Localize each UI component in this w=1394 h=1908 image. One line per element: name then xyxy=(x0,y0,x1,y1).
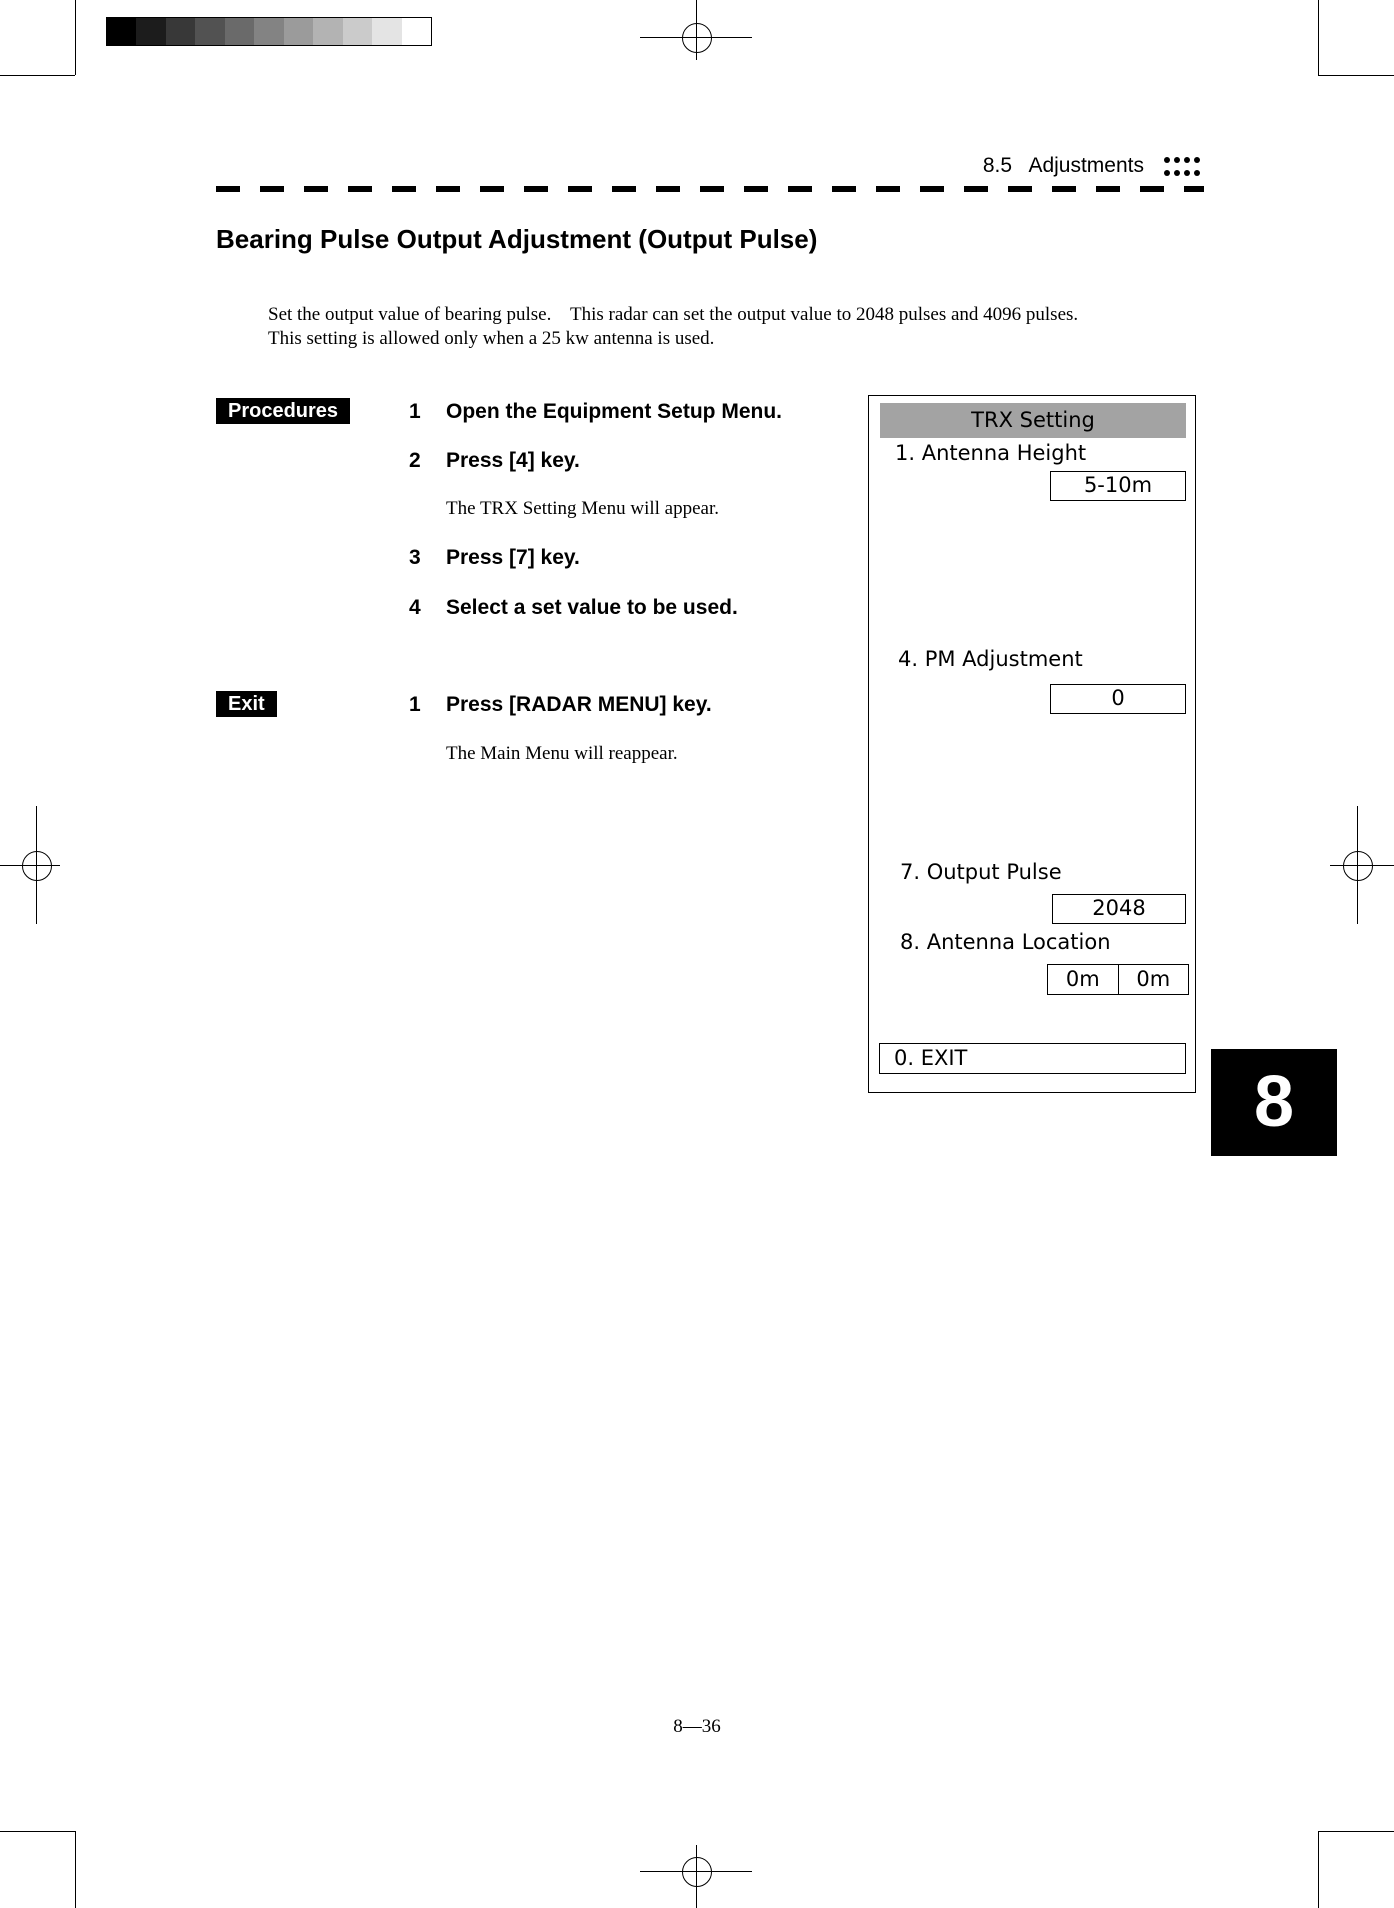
intro-line-1: Set the output value of bearing pulse. This radar can set the output value to 2048 pulses and 4096 pulses. xyxy=(268,304,1079,325)
trx-setting-menu xyxy=(868,395,1196,1093)
section-title: Adjustments xyxy=(1028,154,1144,177)
step-text: Select a set value to be used. xyxy=(446,596,738,619)
menu-item-output-pulse[interactable]: 7. Output Pulse xyxy=(900,860,1062,884)
section-number: 8.5 xyxy=(982,154,1013,177)
page-title: Bearing Pulse Output Adjustment (Output Pulse) xyxy=(216,224,818,254)
antenna-height-value: 5-10m xyxy=(1050,471,1186,501)
output-pulse-value: 2048 xyxy=(1052,894,1186,924)
menu-item-antenna-height[interactable]: 1. Antenna Height xyxy=(895,441,1087,465)
dots-icon xyxy=(1162,153,1202,181)
antenna-location-values xyxy=(1047,964,1189,995)
menu-item-exit[interactable]: 0. EXIT xyxy=(879,1043,1186,1074)
intro-line-2: This setting is allowed only when a 25 kw antenna is used. xyxy=(268,328,715,349)
antenna-location-value-2: 0m xyxy=(1136,967,1171,991)
step-number: 2 xyxy=(409,449,421,472)
step-number: 1 xyxy=(409,693,421,716)
menu-title: TRX Setting xyxy=(880,403,1186,438)
antenna-location-value-1: 0m xyxy=(1048,965,1119,994)
step-number: 4 xyxy=(409,596,421,619)
step-text: Press [4] key. xyxy=(446,449,580,472)
step-number: 1 xyxy=(409,400,421,423)
exit-tag: Exit xyxy=(216,691,277,717)
section-heading xyxy=(983,154,1144,178)
dashed-rule xyxy=(216,186,1204,192)
grayscale-strip xyxy=(106,17,432,46)
pm-adjustment-value: 0 xyxy=(1050,684,1186,714)
step-text: Press [RADAR MENU] key. xyxy=(446,693,712,716)
chapter-tab: 8 xyxy=(1211,1049,1337,1156)
step-note: The Main Menu will reappear. xyxy=(446,743,678,764)
step-text: Press [7] key. xyxy=(446,546,580,569)
page-number: 8—36 xyxy=(673,1716,721,1737)
menu-item-antenna-location[interactable]: 8. Antenna Location xyxy=(900,930,1111,954)
procedures-tag: Procedures xyxy=(216,398,350,424)
step-number: 3 xyxy=(409,546,421,569)
step-text: Open the Equipment Setup Menu. xyxy=(446,400,782,423)
step-note: The TRX Setting Menu will appear. xyxy=(446,498,719,519)
menu-item-pm-adjustment[interactable]: 4. PM Adjustment xyxy=(898,647,1083,671)
